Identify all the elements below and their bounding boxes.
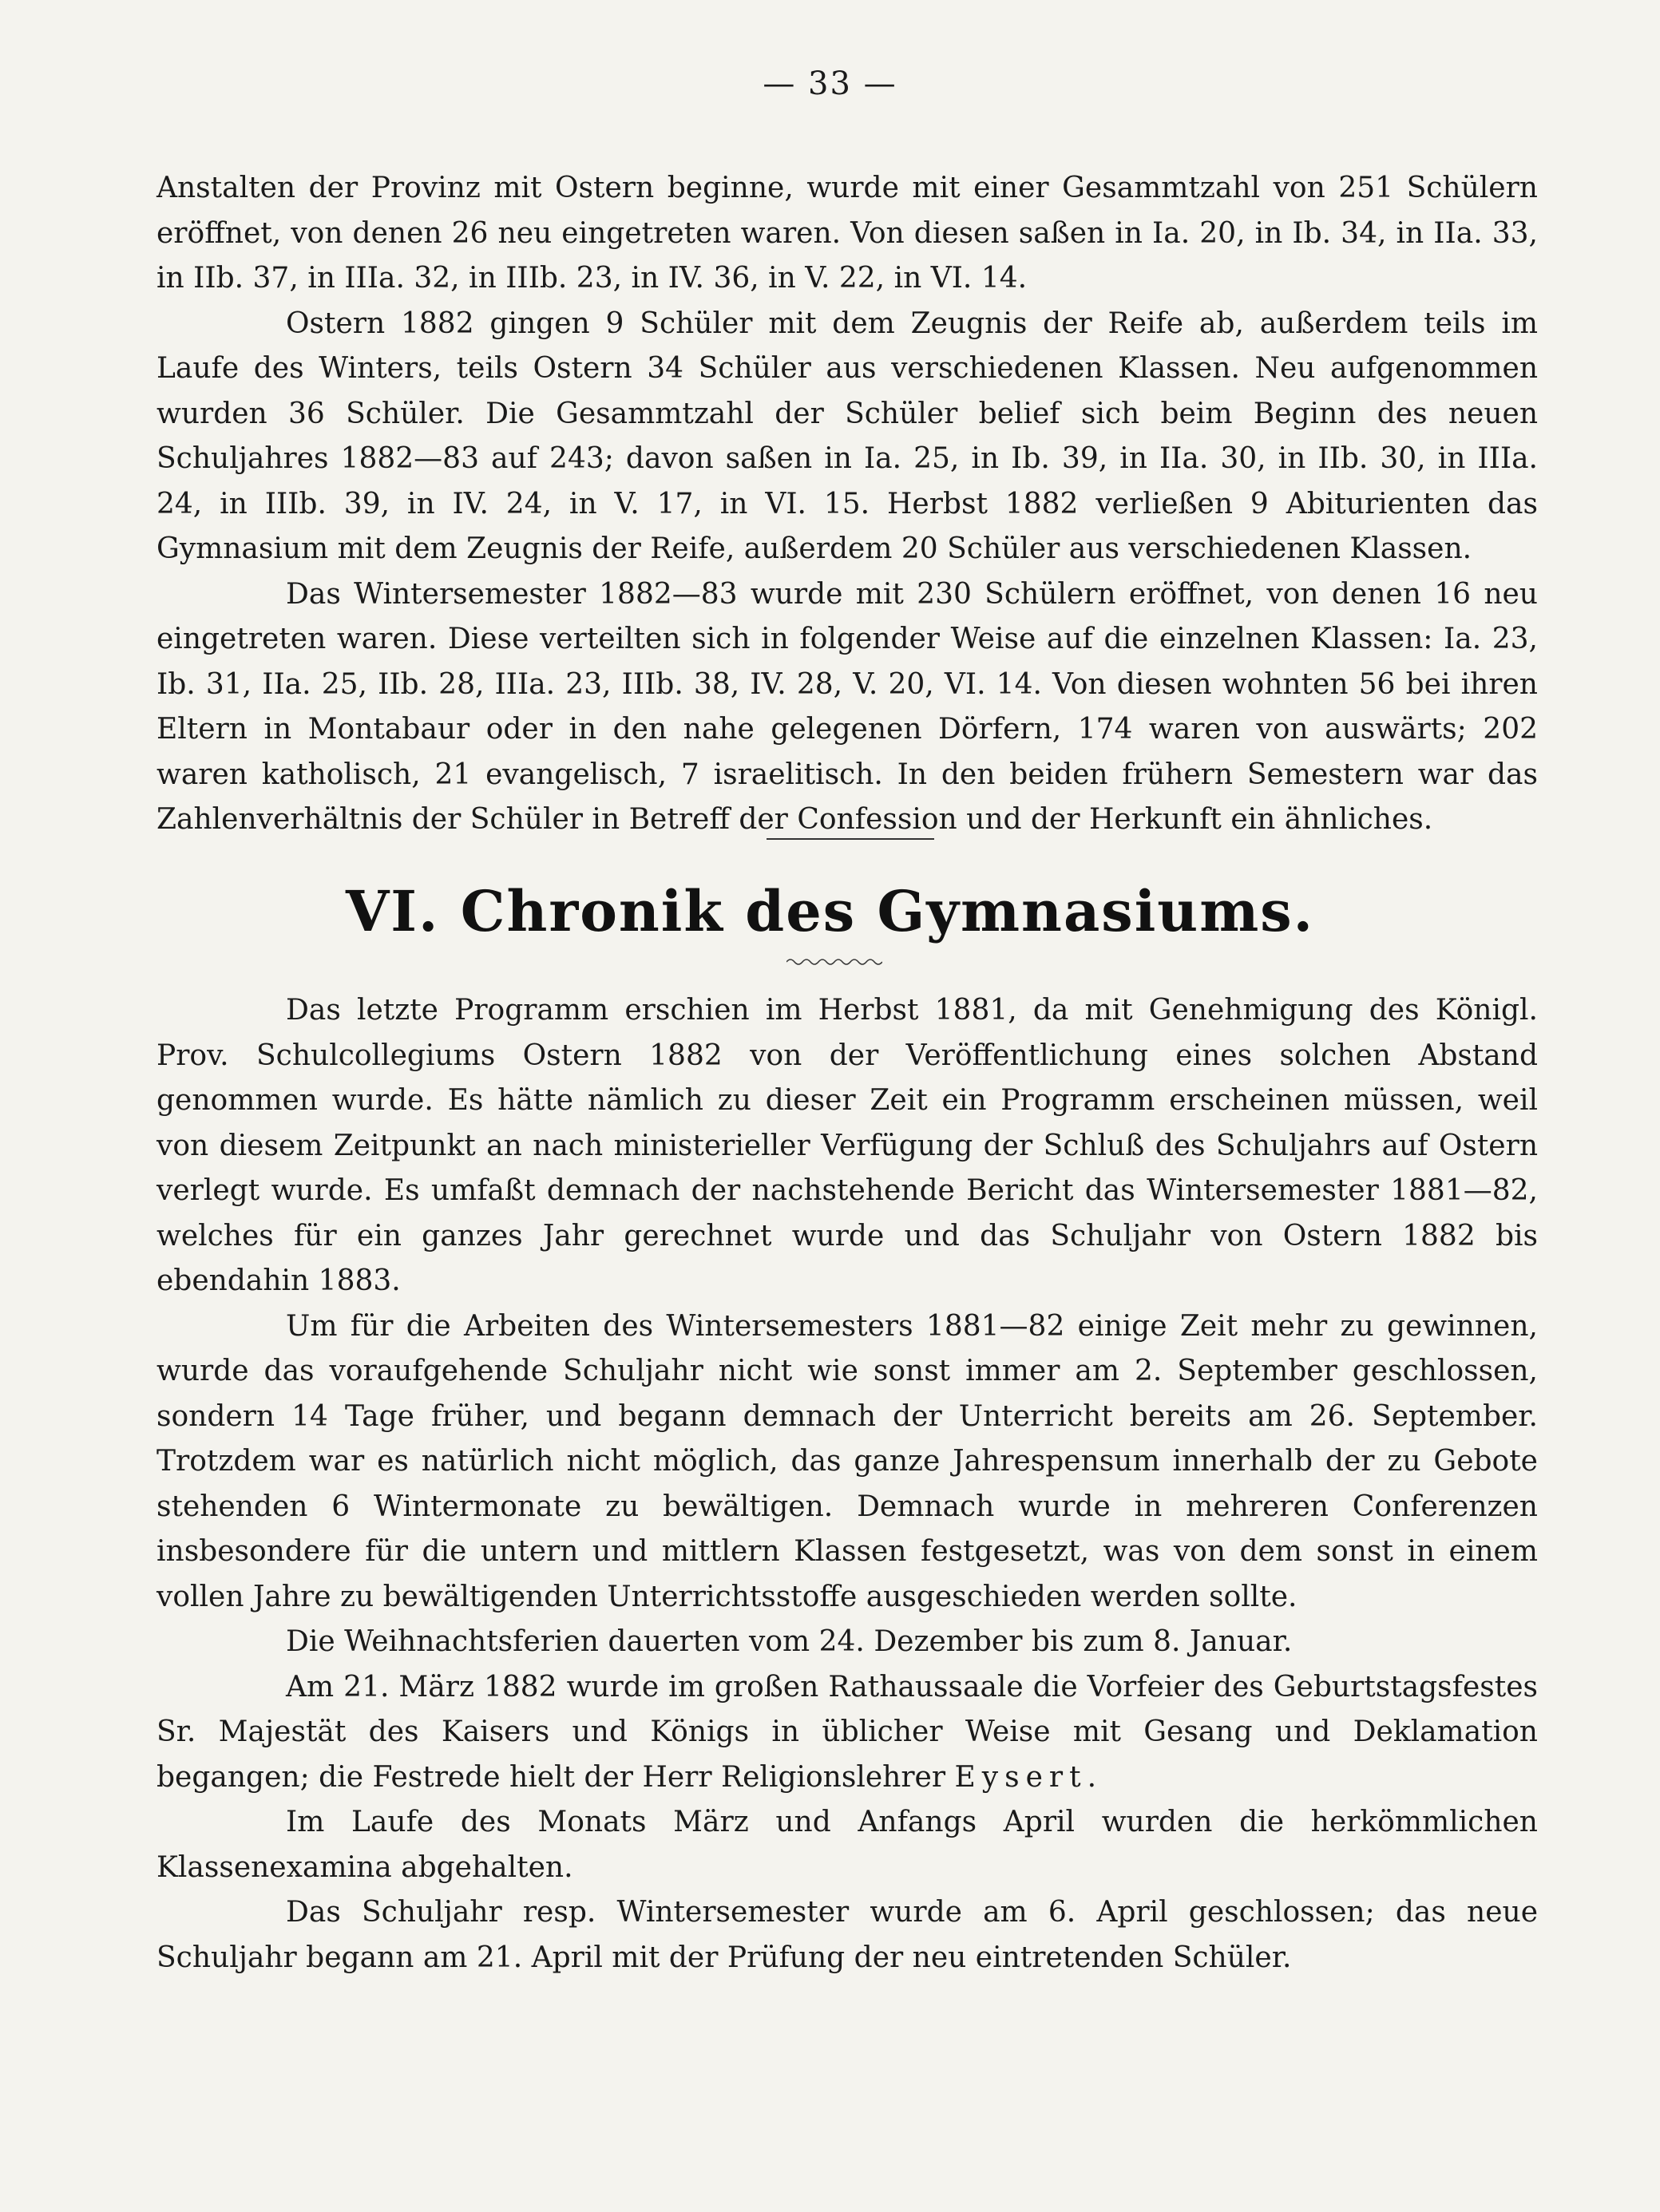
- paragraph-exams: Im Laufe des Monats März und Anfangs April wurden die herkömmlichen Klassenexamina abgehalten.: [156, 1806, 1538, 1884]
- page-number: — 33 —: [763, 65, 897, 102]
- paragraph-emperor-birthday: [156, 1665, 1538, 1801]
- paragraph-christmas-break: Die Weihnachtsferien dauerten vom 24. Dezember bis zum 8. Januar.: [286, 1625, 1293, 1658]
- speaker-suffix: .: [1087, 1760, 1097, 1794]
- section-divider: [767, 838, 934, 840]
- birthday-text: Am 21. März 1882 wurde im großen Rathaussaale die Vorfeier des Geburtstagsfestes Sr. Majestät des Kaisers und Königs in üblicher Weise mit Gesang und Deklamation begangen; die Festrede hielt der Herr Religionslehrer: [156, 1670, 1538, 1794]
- heading-ornament: [786, 956, 882, 968]
- student-statistics-section: [156, 166, 1538, 843]
- chronicle-section: [156, 988, 1538, 1981]
- paragraph-easter-1882: Ostern 1882 gingen 9 Schüler mit dem Zeugnis der Reife ab, außerdem teils im Laufe des Winters, teils Ostern 34 Schüler aus verschiedenen Klassen. Neu aufgenommen wurden 36 Schüler. Die Gesammtzahl der Schüler belief sich beim Beginn des neuen Schuljahres 1882—83 auf 243; davon saßen in Ia. 25, in Ib. 39, in IIa. 30, in IIb. 30, in IIIa. 24, in IIIb. 39, in IV. 24, in V. 17, in VI. 15. Herbst 1882 verließen 9 Abiturienten das Gymnasium mit dem Zeugnis der Reife, außerdem 20 Schüler aus verschiedenen Klassen.: [156, 307, 1538, 565]
- paragraph-program: Das letzte Programm erschien im Herbst 1881, da mit Genehmigung des Königl. Prov. Schulcollegiums Ostern 1882 von der Veröffentlichung eines solchen Abstand genommen wurde. Es hätte nämlich zu dieser Zeit ein Programm erscheinen müssen, weil von diesem Zeitpunkt an nach ministerieller Verfügung der Schluß des Schuljahrs auf Ostern verlegt wurde. Es umfaßt demnach der nachstehende Bericht das Wintersemester 1881—82, welches für ein ganzes Jahr gerechnet wurde und das Schuljahr von Ostern 1882 bis ebendahin 1883.: [156, 994, 1538, 1297]
- paragraph-work-schedule: Um für die Arbeiten des Wintersemesters 1881—82 einige Zeit mehr zu gewinnen, wurde das voraufgehende Schuljahr nicht wie sonst immer am 2. September geschlossen, sondern 14 Tage früher, und begann demnach der Unterricht bereits am 26. September. Trotzdem war es natürlich nicht möglich, das ganze Jahrespensum innerhalb der zu Gebote stehenden 6 Wintermonate zu bewältigen. Demnach wurde in mehreren Conferenzen insbesondere für die untern und mittlern Klassen festgesetzt, was von dem sonst in einem vollen Jahre zu bewältigenden Unterrichtsstoffe ausgeschieden werden sollte.: [156, 1309, 1538, 1613]
- chapter-heading: VI. Chronik des Gymnasiums.: [345, 878, 1315, 944]
- speaker-name: Eysert: [954, 1760, 1088, 1794]
- paragraph-winter-semester: Das Wintersemester 1882—83 wurde mit 230 Schülern eröffnet, von denen 16 neu eingetreten waren. Diese verteilten sich in folgender Weise auf die einzelnen Klassen: Ia. 23, Ib. 31, IIa. 25, IIb. 28, IIIa. 23, IIIb. 38, IV. 28, V. 20, VI. 14. Von diesen wohnten 56 bei ihren Eltern in Montabaur oder in den nahe gelegenen Dörfern, 174 waren von auswärts; 202 waren katholisch, 21 evangelisch, 7 israelitisch. In den beiden frühern Semestern war das Zahlenverhältnis der Schüler in Betreff der Confession und der Herkunft ein ähnliches.: [156, 577, 1538, 836]
- paragraph-school-year: Das Schuljahr resp. Wintersemester wurde am 6. April geschlossen; das neue Schuljahr begann am 21. April mit der Prüfung der neu eintretenden Schüler.: [156, 1896, 1538, 1974]
- paragraph-enrollment: Anstalten der Provinz mit Ostern beginne, wurde mit einer Gesammtzahl von 251 Schülern eröffnet, von denen 26 neu eingetreten waren. Von diesen saßen in Ia. 20, in Ib. 34, in IIa. 33, in IIb. 37, in IIIa. 32, in IIIb. 23, in IV. 36, in V. 22, in VI. 14.: [156, 172, 1538, 295]
